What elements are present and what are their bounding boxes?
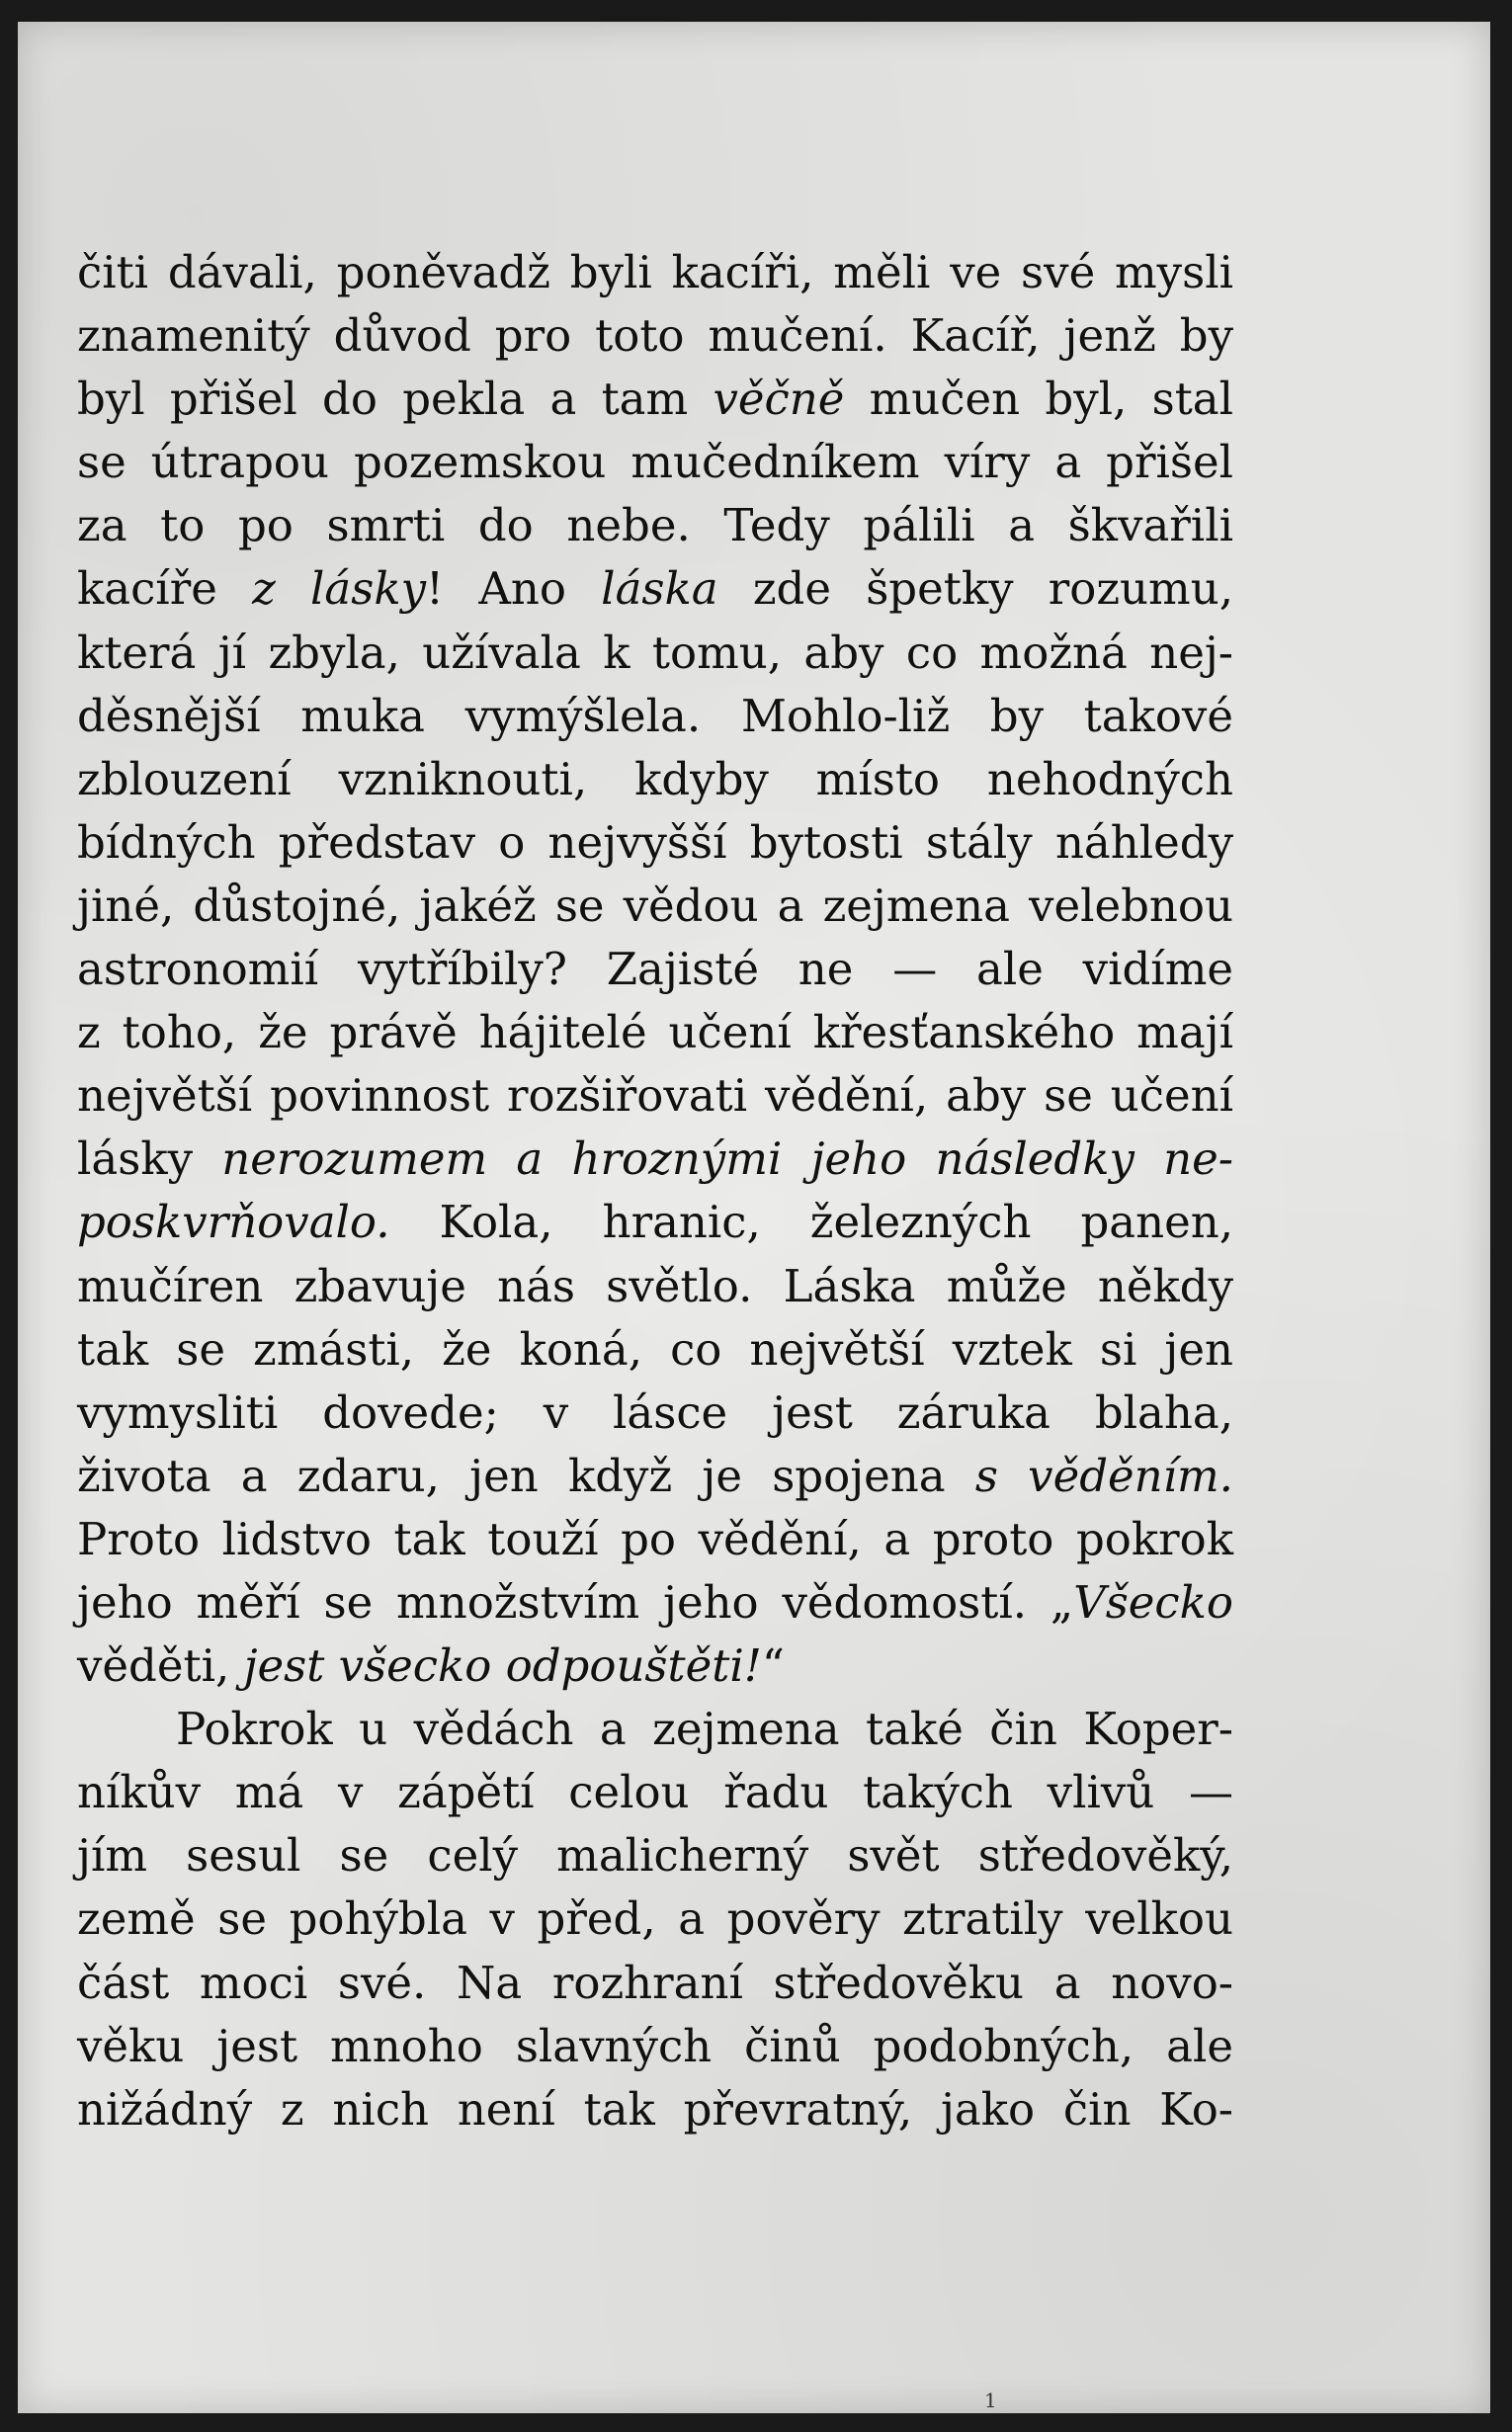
- text-line: nižádný z nich není tak převratný, jako čin Ko-: [77, 2082, 1233, 2136]
- text-line: věděti, jest všecko odpouštěti!“: [77, 1639, 785, 1693]
- text-line: kacíře z lásky! Ano láska zde špetky rozumu,: [77, 562, 1233, 616]
- text-line: Pokrok u vědách a zejmena také čin Koper-: [176, 1703, 1233, 1756]
- body-text: [77, 241, 1233, 2141]
- text-line: mučíren zbavuje nás světlo. Láska může někdy: [77, 1259, 1233, 1312]
- scanned-page: [18, 22, 1490, 2413]
- text-line: znamenitý důvod pro toto mučení. Kacíř, jenž by: [77, 309, 1233, 363]
- text-line: Proto lidstvo tak touží po vědění, a proto pokrok: [77, 1512, 1233, 1565]
- text-line: která jí zbyla, užívala k tomu, aby co možná nej-: [77, 626, 1233, 679]
- text-line: země se pohýbla v před, a pověry ztratily velkou: [77, 1892, 1233, 1946]
- text-line: bídných představ o nejvyšší bytosti stály náhledy: [77, 815, 1233, 869]
- text-line: byl přišel do pekla a tam věčně mučen byl, stal: [77, 373, 1234, 426]
- text-line: největší povinnost rozšiřovati vědění, aby se učení: [77, 1069, 1233, 1123]
- text-line: se útrapou pozemskou mučedníkem víry a přišel: [77, 436, 1233, 489]
- text-line: zblouzení vzniknouti, kdyby místo nehodných: [77, 752, 1233, 805]
- text-line: děsnější muka vymýšlela. Mohlo-liž by takové: [77, 689, 1233, 742]
- text-line: jeho měří se množstvím jeho vědomostí. „Všecko: [77, 1575, 1233, 1629]
- text-line: poskvrňovalo. Kola, hranic, železných panen,: [77, 1196, 1233, 1249]
- text-line: jiné, důstojné, jakéž se vědou a zejmena velebnou: [77, 879, 1233, 932]
- page-footer-mark: 1: [984, 2389, 997, 2412]
- text-line: z toho, že právě hájitelé učení křesťanského mají: [77, 1006, 1233, 1059]
- text-line: věku jest mnoho slavných činů podobných, ale: [77, 2019, 1233, 2072]
- text-line: za to po smrti do nebe. Tedy pálili a škvařili: [77, 499, 1233, 552]
- text-line: část moci své. Na rozhraní středověku a novo-: [77, 1956, 1233, 2009]
- text-line: vymysliti dovede; v lásce jest záruka blaha,: [77, 1385, 1233, 1439]
- text-line: níkův má v zápětí celou řadu takých vlivů —: [77, 1766, 1233, 1819]
- text-line: astronomií vytříbily? Zajisté ne — ale vidíme: [77, 943, 1233, 996]
- text-line: lásky nerozumem a hroznými jeho následky ne-: [77, 1132, 1234, 1186]
- text-line: čiti dávali, poněvadž byli kacíři, měli ve své mysli: [77, 246, 1233, 298]
- text-line: života a zdaru, jen když je spojena s věděním.: [77, 1449, 1233, 1502]
- text-line: tak se zmásti, že koná, co největší vztek si jen: [77, 1322, 1233, 1376]
- text-line: jím sesul se celý malicherný svět středověký,: [77, 1829, 1233, 1883]
